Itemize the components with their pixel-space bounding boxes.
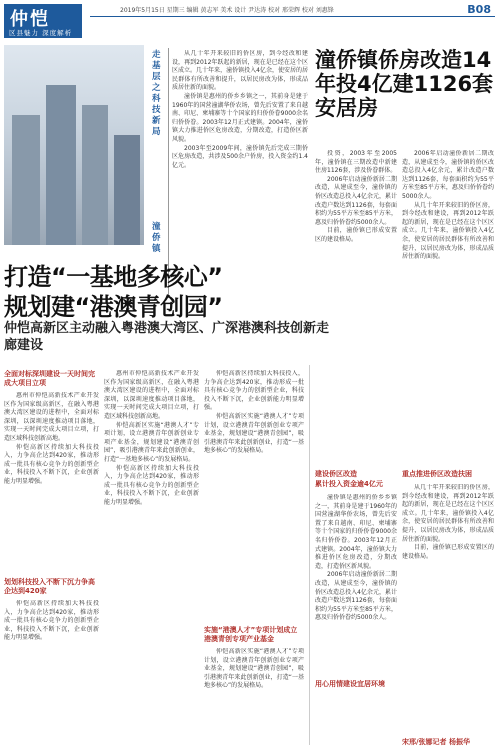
main-headline — [4, 262, 344, 322]
paragraph: 仲恺高新区持续加大科技投入，力争高企达到420家，推动形成一批具有核心竞争力的创新型企业，科技投入不断下沉，企业创新能力明显增强。 — [204, 370, 304, 412]
masthead — [0, 0, 499, 40]
photo-building — [12, 115, 40, 245]
photo-building — [46, 85, 76, 245]
kicker-location-label: 潼侨镇 — [152, 222, 161, 254]
paragraph: 潼侨镇是惠州的侨乡乡镇之一，其前身是建于1960年的国营潼湖华侨农场，曾先后安置了来自越南、印尼、柬埔寨等十个国家的归侨侨眷9000余名归侨侨眷。2003年12月正式建镇。2004年，潼侨镇大力推进侨区危房改造，分期改造，打造侨区新风貌。 — [172, 92, 308, 143]
paragraph: 仲恺高新区实施“港澳人才”专项计划，设立港澳青年创新创业专项产业基金，规划建设“港澳青创园”，吸引港澳青年来此创新创业，打造“一基地多核心”的发展格局。 — [204, 648, 304, 690]
paragraph: 2006年启动潼侨新居二期改造，从建成至今，潼侨镇的侨区改造总投入4亿余元，累计改造户数达到1126套，每套面积约为55平方米至85平方米，惠及归侨侨眷约5000余人。 — [315, 571, 397, 622]
main-body-col3b — [204, 648, 304, 745]
top-story-headline: 潼侨镇侨房改造14年投4亿建1126套安居房 — [315, 48, 494, 120]
paragraph: 目前，潼侨镇已形成安置区的建设格局。 — [402, 544, 494, 560]
photo-building — [114, 135, 140, 245]
sidebar-subhead: 用心用情建设宜居环境 — [315, 680, 385, 688]
paragraph: 仲恺高新区持续加大科技投入，力争高企达到420家，推动形成一批具有核心竞争力的创新型企业，科技投入不断下沉，企业创新能力明显增强。 — [104, 464, 199, 506]
main-body-col1b — [4, 600, 99, 745]
header-divider — [90, 16, 495, 17]
kicker-divider — [168, 48, 169, 298]
photo-building — [82, 105, 108, 245]
paragraph: 仲恺高新区实施“港澳人才”专项计划，设立港澳青年创新创业专项产业基金，规划建设“港澳青创园”，吸引港澳青年来此创新创业，打造“一基地多核心”的发展格局。 — [204, 412, 304, 455]
paragraph: 从几十年开来较旧的侨区房，到今经改和建设，再到2012年跃起的新居，现在是已经在这个区区成立。几十年来，潼侨镇投入4亿余，使安居的居民群体有所改善和提升，以居民房改为体，形成品质居住新的面貌。 — [402, 484, 494, 543]
top-story-body-col3 — [402, 150, 494, 460]
main-headline-line2: 规划建“港澳青创园” — [4, 293, 223, 321]
section-logo — [4, 4, 82, 38]
paragraph: 惠州市仲恺高新技术产业开发区作为国家级高新区，在融入粤港澳大湾区建设的进程中，全面对标深圳，以深圳速度推动项目落地，实现一天时间完成大项目立项，打造区域科技创新高地。 — [104, 370, 199, 420]
paragraph: 2006年启动潼侨新居二期改造，从建成至今，潼侨镇的侨区改造总投入4亿余元，累计改造户数达到1126套，每套面积约为55平方米至85平方米，惠及归侨侨眷约5000余人。 — [315, 175, 397, 226]
paragraph: 投资，2003年至2005年，潼侨镇在三期改造中新建住房1126套，涉及侨眷群体。 — [315, 150, 397, 175]
paragraph: 惠州市仲恺高新技术产业开发区作为国家级高新区，在融入粤港澳大湾区建设的进程中，全面对标深圳，以深圳速度推动项目落地，实现一天时间完成大项目立项，打造区域科技创新高地。 — [4, 392, 99, 442]
paragraph: 仲恺高新区实施“港澳人才”专项计划，设立港澳青年创新创业专项产业基金，规划建设“港澳青创园”，吸引港澳青年来此创新创业，打造“一基地多核心”的发展格局。 — [104, 421, 199, 463]
main-section-head: 实施“港澳人才”专项计划成立港澳青创专项产业基金 — [204, 626, 298, 643]
main-headline-line1: 打造“一基地多核心” — [4, 263, 223, 291]
top-story-body-col5 — [402, 484, 494, 734]
column-divider — [309, 365, 310, 745]
kicker-section-label: 走基层 之 科技新局 — [152, 50, 161, 137]
main-body-col1 — [4, 392, 99, 572]
main-body-col2 — [104, 370, 199, 745]
main-body-col3 — [204, 370, 304, 620]
news-photo-buildings — [4, 45, 144, 245]
paragraph: 潼侨镇是惠州的侨乡乡镇之一，其前身是建于1960年的国营潼湖华侨农场，曾先后安置了来自越南、印尼、柬埔寨等十个国家的归侨侨眷9000余名归侨侨眷。2003年12月正式建镇。2004年，潼侨镇大力推进侨区危房改造，分期改造，打造侨区新风貌。 — [315, 494, 397, 570]
section-logo-title: 仲恺 — [10, 9, 50, 30]
paragraph: 2003年至2009年间，潼侨镇先后完成三期侨区危房改造，共涉及500余户侨房，投入资金约1.4亿元。 — [172, 144, 308, 169]
page-number: B08 — [467, 3, 491, 16]
paragraph: 仲恺高新区持续加大科技投入，力争高企达到420家，推动形成一批具有核心竞争力的创新型企业，科技投入不断下沉，企业创新能力明显增强。 — [4, 600, 99, 642]
main-section-head: 全面对标深圳建设一天时间完成大项目立项 — [4, 370, 95, 387]
main-subhead: 仲恺高新区主动融入粤港澳大湾区、广深港澳科技创新走廊建设 — [4, 321, 330, 353]
paragraph: 目前，潼侨镇已形成安置区的建设格局。 — [315, 227, 397, 243]
main-section-head: 划划科技投入不断下沉力争高企达到420家 — [4, 578, 95, 595]
paragraph: 仲恺高新区持续加大科技投入，力争高企达到420家，推动形成一批具有核心竞争力的创新型企业，科技投入不断下沉，企业创新能力明显增强。 — [4, 443, 99, 485]
paragraph: 从几十年开来较旧的侨区房，到今经改和建设，再到2012年跃起的新居，现在是已经在这个区区成立。几十年来，潼侨镇投入4亿余，使安居的居民群体有所改善和提升，以居民房改为体，形成品质居住新的面貌。 — [172, 50, 308, 92]
section-logo-motto: 区县魅力 深度解析 — [9, 29, 73, 37]
header-edition-info: 2019年5月15日 星期三 编辑 黄志军 美术 设计 尹达涛 校对 邢荣辉 校对 刘惠锋 — [120, 7, 334, 14]
paragraph: 2006年启动潼侨新居二期改造，从建成至今，潼侨镇的侨区改造总投入4亿余元，累计改造户数达到1126套，每套面积约为55平方米至85平方米，惠及归侨侨眷约5000余人。 — [402, 150, 494, 200]
sidebar-subhead: 累计投入资金逾4亿元 — [315, 480, 383, 488]
sidebar-subhead: 重点推进侨区改造扶困 — [402, 470, 472, 478]
sidebar-subhead: 建设侨区改造 — [315, 470, 357, 478]
top-story-body-col4 — [315, 494, 397, 674]
byline: 宋邢/张娜记者 杨振华 — [402, 738, 470, 746]
paragraph: 从几十年开来较旧的侨区房，到今经改和建设，再到2012年跃起的新居，现在是已经在这个区区成立。几十年来，潼侨镇投入4亿余，使安居的居民群体有所改善和提升，以居民房改为体，形成品质居住新的面貌。 — [402, 201, 494, 261]
